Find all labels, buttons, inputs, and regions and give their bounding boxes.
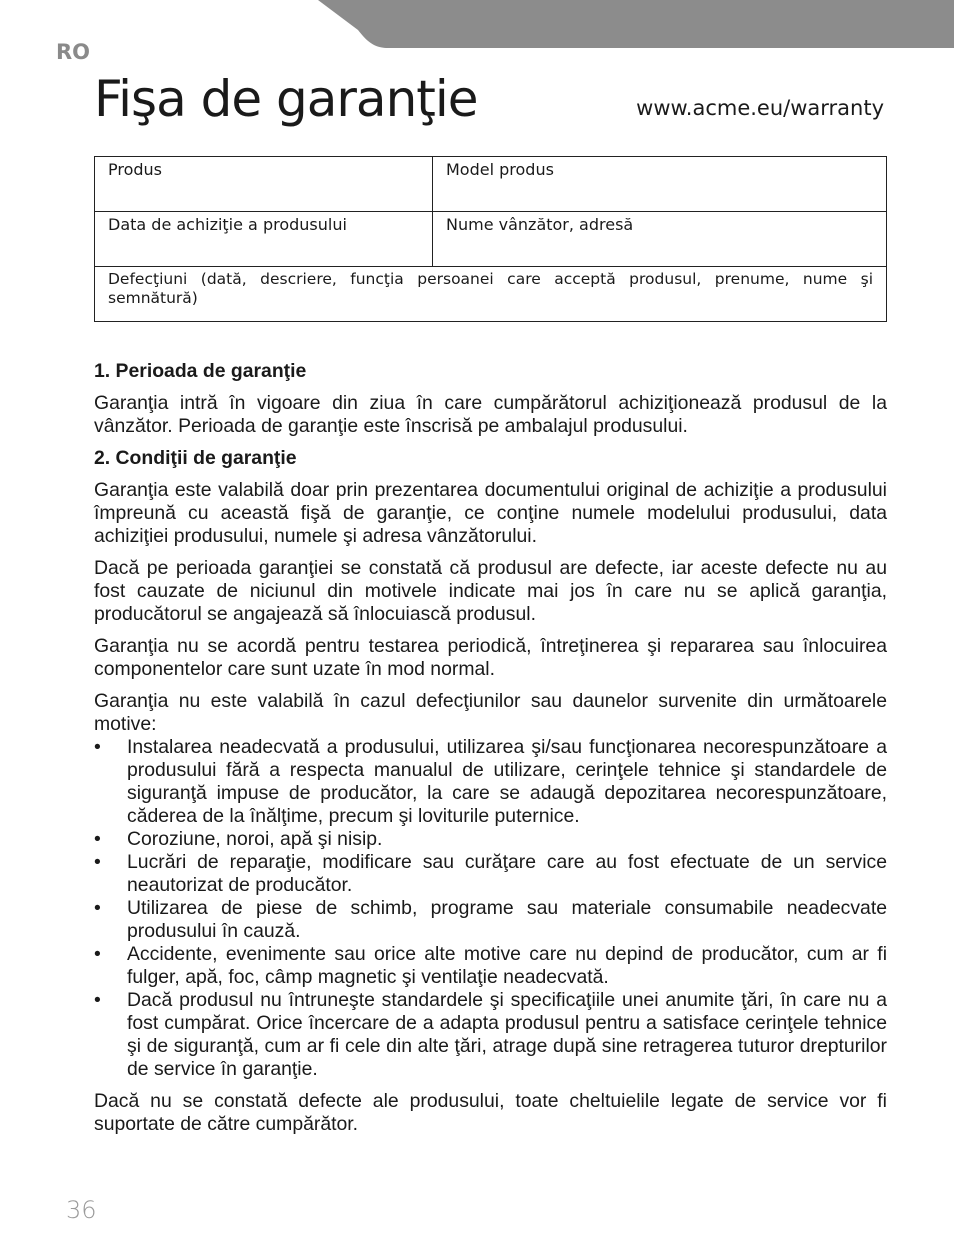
language-code: RO [56,40,91,64]
paragraph: Dacă nu se constată defecte ale produsului, toate cheltuielile legate de service vor fi suportate de către cumpărător. [94,1090,887,1135]
purchase-date-field[interactable]: Data de achiziţie a produsului [95,212,433,267]
page-title: Fişa de garanţie [94,70,478,128]
seller-field[interactable]: Nume vânzător, adresă [433,212,887,267]
list-item [94,736,887,828]
header-tab-decoration [318,0,954,48]
section-heading: 1. Perioada de garanţie [94,360,307,382]
list-item-text: Dacă produsul nu întruneşte standardele şi specificaţiile unei anumite ţări, în care nu a fost cumpărat. Orice încercare de a adapta produsul pentru a satisface cerinţele tehnice şi de siguranţă, cum ar fi cele din alte ţări, atrage după sine retragerea tuturor drepturilor de service în garanţie. [127,989,887,1080]
bullet-icon: • [94,736,101,758]
list-item [94,989,887,1081]
list-item [94,851,887,897]
paragraph: Garanţia nu se acordă pentru testarea periodică, întreţinerea şi repararea sau înlocuirea componentelor care sunt uzate în mod normal. [94,635,887,680]
warranty-text [94,360,887,1145]
form-row [95,212,887,267]
list-item-text: Lucrări de reparaţie, modificare sau curăţare care au fost efectuate de un service neautorizat de producător. [127,851,887,896]
bullet-icon: • [94,897,101,919]
paragraph: Dacă pe perioada garanţiei se constată că produsul are defecte, iar aceste defecte nu au fost cauzate de niciunul din motivele indicate mai jos în care nu se aplică garanţia, producătorul se angajează să înlocuiască produsul. [94,557,887,625]
list-item-text: Utilizarea de piese de schimb, programe sau materiale consumabile neadecvate produsului în cauză. [127,897,887,942]
list-item-text: Accidente, evenimente sau orice alte motive care nu depind de producător, cum ar fi fulger, apă, foc, câmp magnetic şi ventilaţie neadecvată. [127,943,887,988]
defects-field[interactable]: Defecţiuni (dată, descriere, funcţia persoanei care acceptă produsul, prenume, nume şi semnătură) [95,267,887,322]
paragraph: Garanţia este valabilă doar prin prezentarea documentului original de achiziţie a produsului împreună cu această fişă de garanţie, ce conţine numele modelului produsului, data achiziţiei produsului, numele şi adresa vânzătorului. [94,479,887,547]
form-row [95,267,887,322]
list-item [94,828,887,851]
paragraph: Garanţia intră în vigoare din ziua în care cumpărătorul achiziţionează produsul de la vânzător. Perioada de garanţie este înscrisă pe ambalajul produsului. [94,392,887,437]
warranty-form-table [94,156,887,322]
exclusions-list [94,736,887,1081]
warranty-url: www.acme.eu/warranty [636,96,884,120]
bullet-icon: • [94,851,101,873]
section-heading: 2. Condiţii de garanţie [94,447,297,469]
bullet-icon: • [94,989,101,1011]
paragraph: Garanţia nu este valabilă în cazul defecţiunilor sau daunelor survenite din următoarele motive: [94,690,887,735]
bullet-icon: • [94,943,101,965]
form-row [95,157,887,212]
list-item-text: Instalarea neadecvată a produsului, utilizarea şi/sau funcţionarea necorespunzătoare a produsului fără a respecta manualul de utilizare, cerinţele tehnice şi standardele de siguranţă impuse de producător, la care se adaugă depozitarea necorespunzătoare, căderea de la înălţime, precum şi loviturile puternice. [127,736,887,827]
model-field[interactable]: Model produs [433,157,887,212]
product-field[interactable]: Produs [95,157,433,212]
list-item [94,943,887,989]
page-number: 36 [66,1196,97,1224]
list-item [94,897,887,943]
bullet-icon: • [94,828,101,850]
list-item-text: Coroziune, noroi, apă şi nisip. [127,828,383,850]
